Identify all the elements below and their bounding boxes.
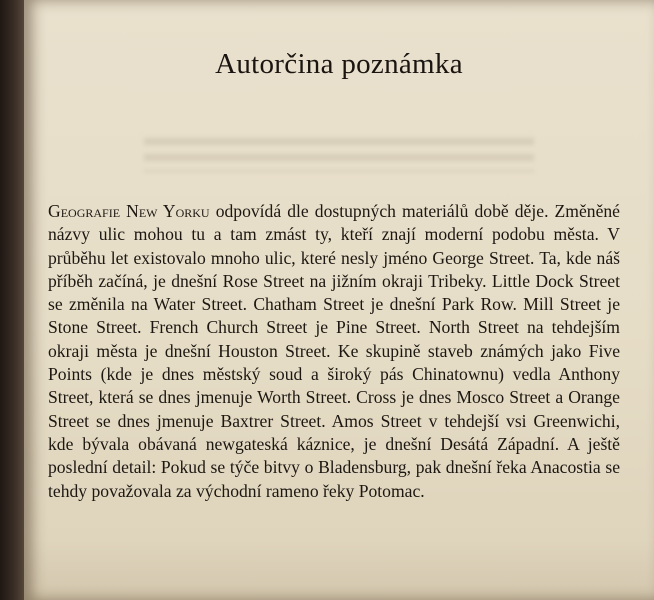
book-page bbox=[24, 0, 654, 600]
body-paragraph bbox=[48, 200, 620, 503]
book-gutter bbox=[0, 0, 26, 600]
page-title: Autorčina poznámka bbox=[215, 48, 463, 80]
bleed-through-text bbox=[144, 138, 534, 172]
paragraph-text: odpovídá dle dostupných materiálů době děje. Změněné názvy ulic mohou tu a tam zmást ty, kteří znají moderní podobu města. V průběhu let existovalo mnoho ulic, které nesly jméno George Street. Ta, kde náš příběh začíná, je dnešní Rose Street na jižním okraji Tribeky. Little Dock Street se změnila na Water Street. Chatham Street je dnešní Park Row. Mill Street je Stone Street. French Church Street je Pine Street. North Street na tehdejším okraji města je dnešní Houston Street. Ke skupině staveb známých jako Five Points (kde je dnes městský soud a široký pás Chinatownu) vedla Anthony Street, která se dnes jmenuje Worth Street. Cross je dnes Mosco Street a Orange Street se dnes jmenuje Baxtrer Street. Amos Street v tehdejší vsi Greenwichi, kde bývala obávaná newgateská káznice, je dnešní Desátá Západní. A ještě poslední detail: Pokud se týče bitvy o Bladensburg, pak dnešní řeka Anacostia se tehdy považovala za východní rameno řeky Potomac. bbox=[48, 201, 620, 501]
lead-in-small-caps: Geografie New Yorku bbox=[48, 201, 210, 221]
